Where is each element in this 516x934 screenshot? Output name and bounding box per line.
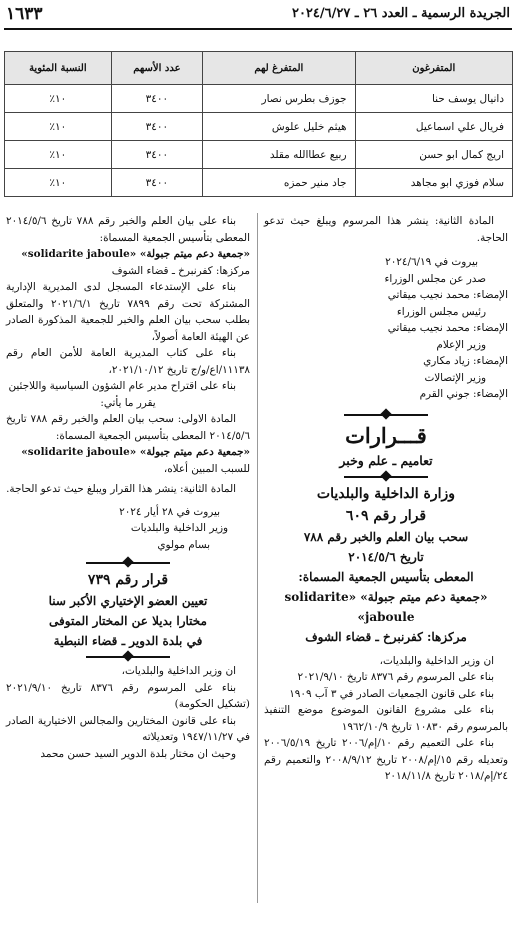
decision-number: قرار رقم ٦٠٩ (345, 507, 427, 524)
col-header-percentage: النسبة المئوية (5, 52, 112, 85)
signature-line: الإمضاء: جوني القرم (419, 388, 508, 400)
signatory-title: وزير الداخلية والبلديات (130, 522, 228, 534)
table-row (5, 113, 513, 141)
section-divider (264, 409, 508, 421)
preamble: بناء على قانون المختارين والمجالس الاختيارية الصادر في ١٩٤٧/١١/٢٧ وتعديلاته (6, 714, 250, 743)
preamble: بناء على المرسوم رقم ٨٣٧٦ تاريخ ٢٠٢١/٩/١٠ (تشكيل الحكومة) (6, 681, 250, 710)
preamble: ان وزير الداخلية والبلديات، (379, 654, 494, 667)
table-row (5, 85, 513, 113)
gazette-title: الجريدة الرسمية ـ العدد ٢٦ ـ ٢٠٢٤/٦/٢٧ (291, 6, 510, 21)
reason-line: للسبب المبين أعلاه، (163, 462, 250, 475)
decision-subject: تاريخ ٢٠١٤/٥/٦ (348, 549, 424, 564)
signatory-title: وزير الإعلام (436, 338, 486, 351)
section-heading: قـــرارات (345, 422, 427, 448)
decision-subject: مختارا بديلا عن المختار المتوفى (49, 614, 207, 628)
decision-subject: في بلدة الدوير ـ قضاء النبطية (53, 634, 203, 648)
association-name: «جمعية دعم ميتم جبولة» «solidarite jaboule» (21, 248, 250, 260)
signatory-title: رئيس مجلس الوزراء (396, 305, 486, 318)
cell-transferor: سلام فوزي ابو مجاهد (355, 169, 512, 197)
cell-percentage: ١٠٪ (5, 169, 112, 197)
section-divider (6, 651, 250, 663)
decision-subject: سحب بيان العلم والخبر رقم ٧٨٨ (303, 529, 469, 544)
signatory-title: وزير الإتصالات (424, 371, 486, 384)
cell-transferor: دانيال يوسف حنا (355, 85, 512, 113)
cell-transferor: اريج كمال ابو حسن (355, 141, 512, 169)
preamble: بناء على المرسوم رقم ٨٣٧٦ تاريخ ٢٠٢١/٩/١٠ (297, 671, 494, 683)
preamble: وحيث ان مختار بلدة الدوير السيد حسن محمد (40, 747, 236, 760)
preamble: بناء على كتاب المديرية العامة للأمن العام رقم ١١١٣٨/اع/و/ج تاريخ ٢٠٢١/١٠/١٢، (6, 347, 250, 376)
col-header-transferors: المتفرغون (355, 52, 512, 85)
preamble: بناء على اقتراح مدير عام الشؤون السياسية واللاجئين (8, 380, 236, 392)
preamble: بناء على التعميم رقم ١٠/إم/٢٠٠٦ تاريخ ٢٠٠٦/٥/١٩ وتعديله رقم ١٥/إم/٢٠٠٨ تاريخ ٢٠٠٨/٩/١٢ والتعميم رقم ٢٤/إم/٢٠١٨ تاريخ ٢٠١٨/١١/٨ (264, 737, 508, 782)
cell-shares: ٣٤٠٠ (111, 113, 202, 141)
section-divider (6, 557, 250, 569)
cell-transferee: جوزف بطرس نصار (203, 85, 355, 113)
association-location: مركزها: كفرنبرخ ـ قضاء الشوف (111, 264, 250, 277)
page-header (6, 4, 510, 26)
col-header-shares: عدد الأسهم (111, 52, 202, 85)
preamble: ان وزير الداخلية والبلديات، (121, 665, 236, 677)
article-two: المادة الثانية: ينشر هذا القرار ويبلغ حيث تدعو الحاجة. (6, 483, 236, 495)
header-rule (4, 28, 512, 30)
section-divider (264, 471, 508, 483)
association-name: «جمعية دعم ميتم جبولة» «solidarite jaboule» (284, 589, 488, 624)
table-row (5, 169, 513, 197)
preamble: بناء على مشروع القانون الموضوع موضع التنفيذ بالمرسوم رقم ١٠٨٣٠ تاريخ ١٩٦٢/١٠/٩ (264, 704, 508, 733)
cell-percentage: ١٠٪ (5, 141, 112, 169)
cell-transferee: جاد منير حمزه (203, 169, 355, 197)
decides-line: يقرر ما يأتي: (100, 396, 156, 409)
cell-shares: ٣٤٠٠ (111, 141, 202, 169)
article-two: المادة الثانية: ينشر هذا المرسوم ويبلغ حيث تدعو الحاجة. (264, 215, 508, 244)
decision-subject: المعطى بتأسيس الجمعية المسماة: (298, 569, 474, 584)
decision-date: بيروت في ٢٨ أيار ٢٠٢٤ (119, 505, 220, 518)
issued-by: صدر عن مجلس الوزراء (384, 272, 486, 285)
section-subheading: تعاميم ـ علم وخبر (339, 452, 433, 468)
ministry-heading: وزارة الداخلية والبلديات (316, 485, 456, 502)
decree-date: بيروت في ٢٠٢٤/٦/١٩ (385, 256, 478, 268)
signatory-name: بسام مولوي (157, 538, 210, 551)
preamble: بناء على الإستدعاء المسجل لدى المديرية الإدارية المشتركة تحت رقم ٧٨٩٩ تاريخ ٢٠٢١/٦/١ والمتعلق بطلب سحب بيان العلم والخبر للجمعية المذكورة الصادر عن الهيئة العامة أصولاً، (6, 281, 251, 343)
decision-subject: تعيين العضو الإختياري الأكبر سنا (48, 594, 208, 608)
right-column (264, 213, 508, 785)
table-header-row (5, 52, 513, 85)
preamble: بناء على بيان العلم والخبر رقم ٧٨٨ تاريخ ٢٠١٤/٥/٦ المعطى بتأسيس الجمعية المسماة: (6, 215, 250, 244)
cell-percentage: ١٠٪ (5, 113, 112, 141)
cell-transferee: ربيع عطاالله مقلد (203, 141, 355, 169)
preamble: بناء على قانون الجمعيات الصادر في ٣ آب ١٩٠٩ (289, 687, 494, 700)
signature-line: الإمضاء: زياد مكاري (423, 355, 508, 367)
association-name: «جمعية دعم ميتم جبولة» «solidarite jaboule» (21, 446, 250, 458)
cell-transferor: فريال علي اسماعيل (355, 113, 512, 141)
signature-line: الإمضاء: محمد نجيب ميقاتي (387, 289, 508, 301)
share-transfer-table (4, 51, 513, 197)
association-location: مركزها: كفرنبرخ ـ قضاء الشوف (305, 629, 467, 644)
col-header-transferees: المتفرغ لهم (203, 52, 355, 85)
signature-line: الإمضاء: محمد نجيب ميقاتي (387, 322, 508, 334)
decision-number: قرار رقم ٧٣٩ (87, 572, 169, 588)
cell-shares: ٣٤٠٠ (111, 169, 202, 197)
table-row (5, 141, 513, 169)
cell-shares: ٣٤٠٠ (111, 85, 202, 113)
left-column (6, 213, 250, 762)
article-one: المادة الاولى: سحب بيان العلم والخبر رقم ٧٨٨ تاريخ ٢٠١٤/٥/٦ المعطى بتأسيس الجمعية المسماة: (6, 413, 250, 442)
cell-transferee: هيثم خليل علوش (203, 113, 355, 141)
page-number: ١٦٣٣ (6, 4, 43, 24)
column-divider (257, 213, 258, 903)
cell-percentage: ١٠٪ (5, 85, 112, 113)
